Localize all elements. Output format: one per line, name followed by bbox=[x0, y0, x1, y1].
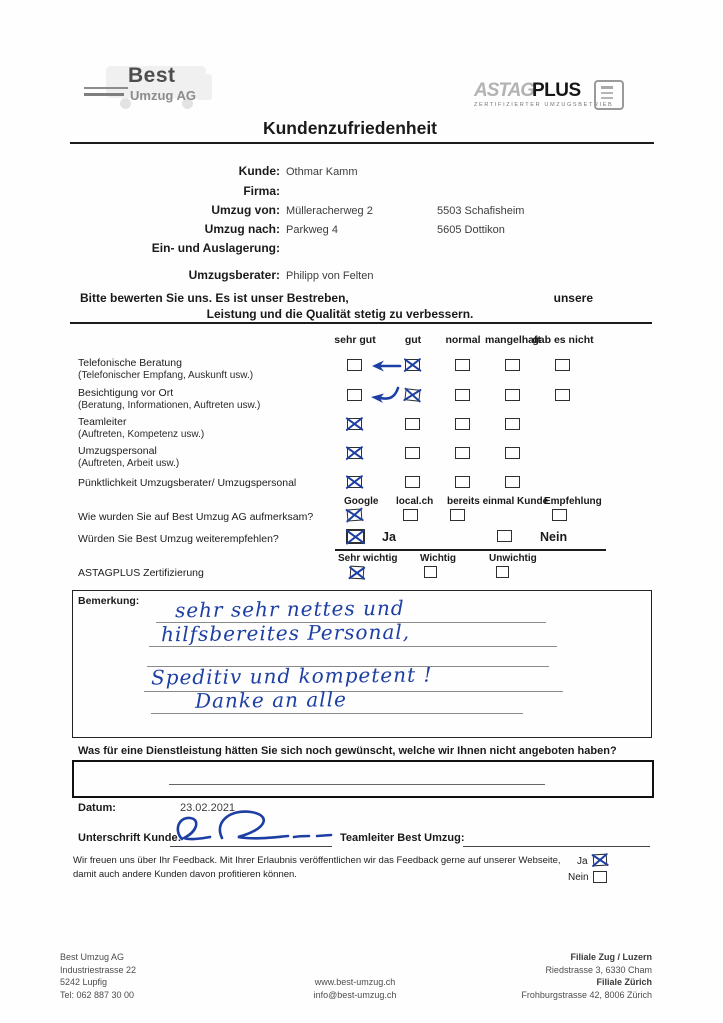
page-title: Kundenzufriedenheit bbox=[262, 118, 438, 138]
handwritten-remark: sehr sehr nettes und bbox=[174, 595, 405, 623]
logo-wordmark: Best bbox=[128, 64, 176, 87]
certificate-icon bbox=[594, 80, 624, 110]
footer-website[interactable]: www.best-umzug.ch bbox=[314, 977, 396, 987]
rating-row-sublabel: (Beratung, Informationen, Auftreten usw.) bbox=[78, 400, 261, 411]
consent-ja-label: Ja bbox=[577, 856, 588, 867]
col-bereits-kunde: bereits einmal Kunde bbox=[447, 496, 549, 507]
footer-line: Best Umzug AG bbox=[60, 952, 125, 962]
col-normal: normal bbox=[445, 334, 481, 346]
handwritten-remark: Speditiv und kompetent ! bbox=[150, 662, 433, 690]
recommend-ja-label: Ja bbox=[382, 530, 396, 544]
rating-row-sublabel: (Auftreten, Kompetenz usw.) bbox=[78, 429, 205, 440]
checkbox-besichtigung-gab-es-nicht[interactable] bbox=[555, 389, 570, 401]
signature-line[interactable] bbox=[463, 846, 650, 847]
field-label-umzug-von: Umzug von: bbox=[211, 203, 280, 217]
checkbox-consent-ja[interactable] bbox=[593, 854, 608, 867]
field-value-umzug-von: Mülleracherweg 2 bbox=[286, 205, 373, 217]
rating-row-sublabel: (Telefonischer Empfang, Auskunft usw.) bbox=[78, 370, 254, 381]
checkbox-teamleiter-mangelhaft[interactable] bbox=[505, 418, 520, 430]
checkbox-puenktlichkeit-mangelhaft[interactable] bbox=[505, 476, 520, 488]
col-google: Google bbox=[344, 496, 379, 507]
teamleader-signature-label: Teamleiter Best Umzug: bbox=[340, 832, 465, 844]
checkbox-telefonische-sehr-gut[interactable] bbox=[347, 359, 362, 371]
checkbox-consent-nein[interactable] bbox=[593, 871, 607, 883]
checkbox-importance-wichtig[interactable] bbox=[424, 566, 437, 578]
ruled-line bbox=[169, 784, 545, 785]
checkbox-source-google[interactable] bbox=[347, 508, 363, 521]
intro-line2: Leistung und die Qualität stetig zu verbessern. bbox=[206, 307, 474, 321]
rating-row-label: Umzugspersonal bbox=[78, 445, 157, 457]
checkbox-besichtigung-mangelhaft[interactable] bbox=[505, 389, 520, 401]
col-empfehlung: Empfehlung bbox=[544, 496, 602, 507]
checkbox-besichtigung-normal[interactable] bbox=[455, 389, 470, 401]
checkbox-recommend-ja[interactable] bbox=[346, 529, 365, 544]
footer-branch-address: Frohburgstrasse 42, 8006 Zürich bbox=[521, 989, 652, 1000]
recommend-nein-label: Nein bbox=[540, 530, 568, 544]
field-value-umzug-nach-ort: 5605 Dottikon bbox=[437, 224, 505, 236]
intro-line1-right: unsere bbox=[553, 291, 593, 305]
rating-row-label: Besichtigung vor Ort bbox=[78, 387, 174, 399]
truck-cab-icon bbox=[196, 74, 212, 100]
checkbox-recommend-nein[interactable] bbox=[497, 530, 512, 542]
checkbox-telefonische-mangelhaft[interactable] bbox=[505, 359, 520, 371]
field-value-umzug-von-ort: 5503 Schafisheim bbox=[437, 205, 525, 217]
intro-line1: Bitte bewerten Sie uns. Es ist unser Bestreben, bbox=[80, 291, 349, 305]
checkbox-teamleiter-gut[interactable] bbox=[405, 418, 420, 430]
speed-line bbox=[84, 87, 128, 89]
checkbox-umzugspersonal-gut[interactable] bbox=[405, 447, 420, 459]
field-value-kunde: Othmar Kamm bbox=[286, 166, 358, 178]
divider bbox=[335, 549, 606, 551]
footer-branch-address: Riedstrasse 3, 6330 Cham bbox=[545, 964, 652, 975]
col-localch: local.ch bbox=[396, 496, 434, 507]
footer-branches bbox=[402, 951, 652, 1001]
checkbox-teamleiter-normal[interactable] bbox=[455, 418, 470, 430]
field-label-umzug-nach: Umzug nach: bbox=[204, 222, 280, 236]
rating-row-label: Pünktlichkeit Umzugsberater/ Umzugspersonal bbox=[78, 477, 297, 489]
checkbox-puenktlichkeit-gut[interactable] bbox=[405, 476, 420, 488]
checkbox-source-bereits-kunde[interactable] bbox=[450, 509, 465, 521]
footer-branch-title: Filiale Zürich bbox=[596, 977, 652, 987]
col-gab-es-nicht: gab es nicht bbox=[532, 334, 594, 346]
remarks-label: Bemerkung: bbox=[78, 595, 140, 607]
rating-row-label: Teamleiter bbox=[78, 416, 127, 428]
field-value-umzug-nach: Parkweg 4 bbox=[286, 224, 338, 236]
hand-arrow-curved-left-icon bbox=[367, 385, 401, 407]
customer-signature-label: Unterschrift Kunde: bbox=[78, 832, 182, 844]
importance-label: ASTAGPLUS Zertifizierung bbox=[78, 567, 204, 579]
ruled-line bbox=[149, 646, 557, 647]
checkbox-puenktlichkeit-sehr-gut[interactable] bbox=[347, 476, 362, 488]
recommend-question: Würden Sie Best Umzug weiterempfehlen? bbox=[78, 533, 279, 545]
footer-branch-title: Filiale Zug / Luzern bbox=[570, 952, 652, 962]
signature-line bbox=[170, 846, 332, 847]
wish-box[interactable] bbox=[72, 760, 654, 798]
ruled-line bbox=[151, 713, 523, 714]
logo-subtext: Umzug AG bbox=[130, 88, 196, 103]
hand-arrow-left-icon bbox=[369, 358, 401, 374]
checkbox-besichtigung-sehr-gut[interactable] bbox=[347, 389, 362, 401]
checkbox-importance-unwichtig[interactable] bbox=[496, 566, 509, 578]
customer-signature bbox=[170, 806, 345, 848]
checkbox-umzugspersonal-mangelhaft[interactable] bbox=[505, 447, 520, 459]
date-label: Datum: bbox=[78, 802, 116, 814]
speed-line bbox=[84, 93, 124, 96]
col-unwichtig: Unwichtig bbox=[489, 553, 537, 564]
field-label-auslagerung: Ein- und Auslagerung: bbox=[151, 241, 280, 255]
footer-line: 5242 Lupfig bbox=[60, 977, 108, 987]
col-mangelhaft: mangelhaft bbox=[484, 334, 541, 346]
footer-line: Tel: 062 887 30 00 bbox=[60, 989, 135, 1000]
divider bbox=[70, 322, 652, 324]
col-gut: gut bbox=[404, 334, 422, 346]
checkbox-source-localch[interactable] bbox=[403, 509, 418, 521]
date-value: 23.02.2021 bbox=[180, 802, 236, 814]
footer-email[interactable]: info@best-umzug.ch bbox=[313, 989, 397, 1000]
checkbox-umzugspersonal-normal[interactable] bbox=[455, 447, 470, 459]
source-question: Wie wurden Sie auf Best Umzug AG aufmerksam? bbox=[78, 511, 314, 523]
col-sehr-gut: sehr gut bbox=[334, 334, 376, 346]
checkbox-umzugspersonal-sehr-gut[interactable] bbox=[347, 447, 362, 459]
consent-text-line1: Wir freuen uns über Ihr Feedback. Mit Ihrer Erlaubnis veröffentlichen wir das Feedback gerne auf unserer Webseite, bbox=[73, 855, 561, 866]
field-label-firma: Firma: bbox=[243, 184, 280, 198]
checkbox-telefonische-normal[interactable] bbox=[455, 359, 470, 371]
handwritten-remark: hilfsbereites Personal, bbox=[160, 619, 411, 647]
checkbox-source-empfehlung[interactable] bbox=[552, 509, 567, 521]
checkbox-telefonische-gut[interactable] bbox=[405, 359, 420, 371]
checkbox-telefonische-gab-es-nicht[interactable] bbox=[555, 359, 570, 371]
col-wichtig: Wichtig bbox=[420, 553, 457, 564]
rating-row-label: Telefonische Beratung bbox=[78, 357, 182, 369]
consent-text-line2: damit auch andere Kunden davon profitieren können. bbox=[73, 869, 297, 880]
astag-caption: ZERTIFIZIERTER UMZUGSBETRIEB bbox=[474, 102, 614, 108]
field-value-umzugsberater: Philipp von Felten bbox=[286, 270, 374, 282]
best-umzug-logo bbox=[84, 64, 224, 116]
field-label-kunde: Kunde: bbox=[238, 164, 280, 178]
plus-wordmark: PLUS bbox=[532, 80, 581, 101]
consent-nein-label: Nein bbox=[568, 872, 589, 883]
astag-wordmark: ASTAG bbox=[474, 80, 535, 101]
col-sehr-wichtig: Sehr wichtig bbox=[338, 553, 398, 564]
checkbox-besichtigung-gut[interactable] bbox=[404, 388, 420, 402]
divider bbox=[70, 142, 654, 144]
handwritten-remark: Danke an alle bbox=[194, 687, 347, 713]
checkbox-importance-sehr-wichtig[interactable] bbox=[350, 566, 365, 580]
checkbox-puenktlichkeit-normal[interactable] bbox=[455, 476, 470, 488]
rating-row-sublabel: (Auftreten, Arbeit usw.) bbox=[78, 458, 180, 469]
footer-company-address bbox=[60, 951, 136, 1001]
wish-question: Was für eine Dienstleistung hätten Sie sich noch gewünscht, welche wir Ihnen nicht angeboten haben? bbox=[78, 745, 617, 757]
field-label-umzugsberater: Umzugsberater: bbox=[188, 268, 280, 282]
footer-line: Industriestrasse 22 bbox=[60, 964, 137, 975]
checkbox-teamleiter-sehr-gut[interactable] bbox=[347, 418, 362, 430]
astag-plus-logo bbox=[474, 80, 650, 116]
remarks-box[interactable] bbox=[72, 590, 652, 738]
